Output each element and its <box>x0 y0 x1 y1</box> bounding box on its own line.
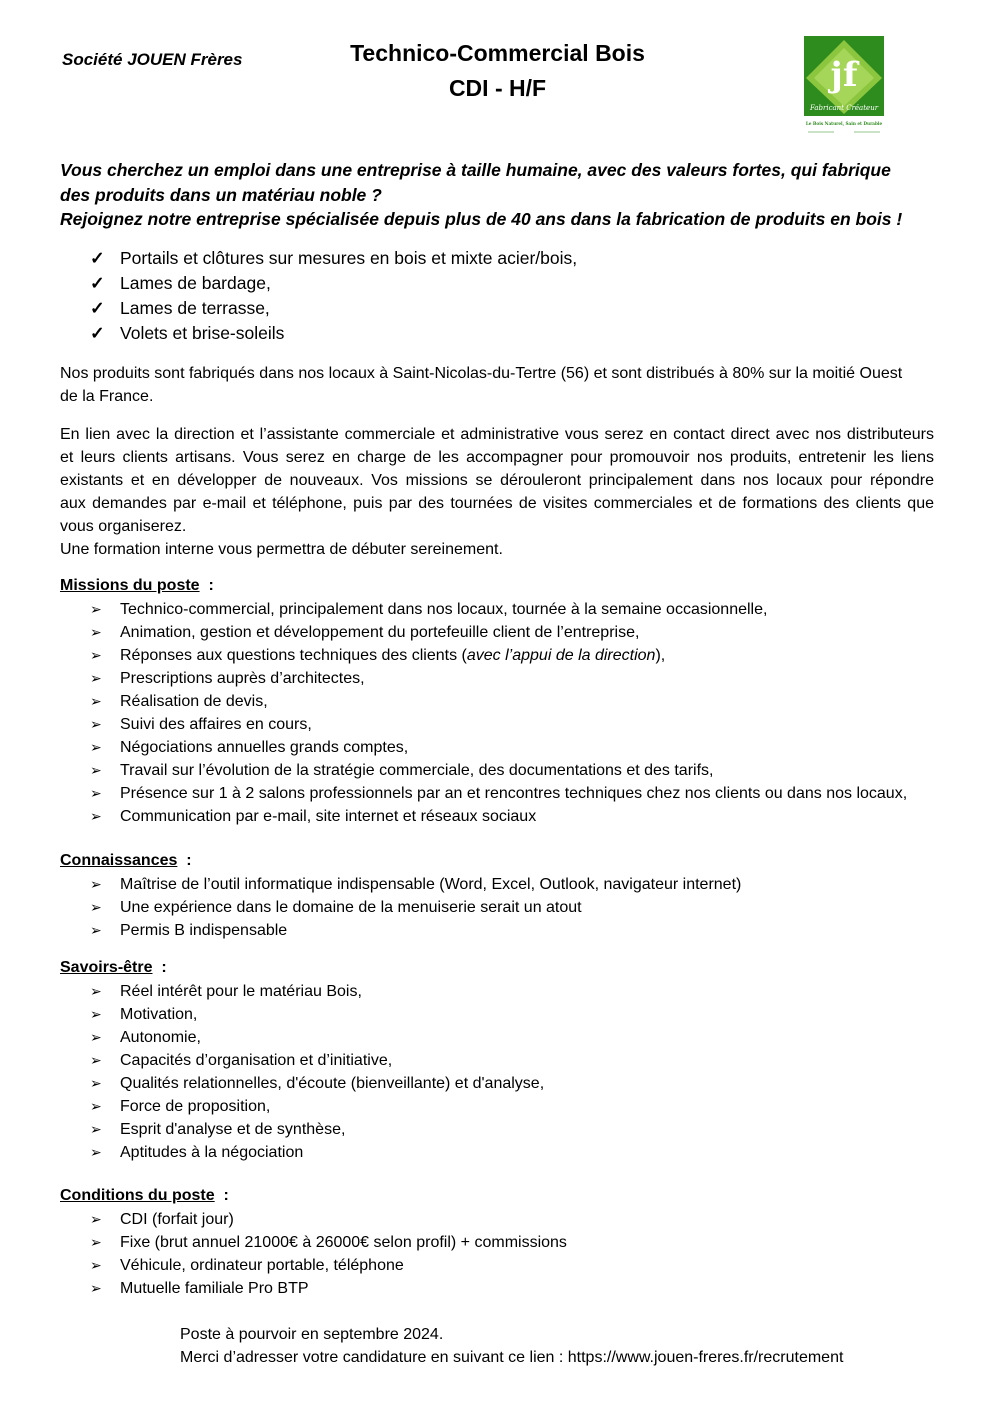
paragraph-line: Nos produits sont fabriqués dans nos locaux à Saint-Nicolas-du-Tertre (56) et sont distribués à 80% sur la moitié Ouest <box>60 365 903 382</box>
list-item-text: Lames de terrasse, <box>120 298 270 318</box>
arrow-bullet-icon: ➢ <box>90 647 102 663</box>
list-item <box>90 1095 544 1118</box>
list-item-text: Réalisation de devis, <box>120 693 268 710</box>
list-item-text: Volets et brise-soleils <box>120 323 285 343</box>
list-item <box>90 271 577 296</box>
arrow-bullet-icon: ➢ <box>90 1144 102 1160</box>
list-item <box>90 919 741 942</box>
logo-tagline: Le Bois Naturel, Sain et Durable <box>805 121 883 126</box>
list-item-text: Fixe (brut annuel 21000€ à 26000€ selon profil) + commissions <box>120 1234 567 1251</box>
list-item-text: Permis B indispensable <box>120 922 288 939</box>
list-item-text: Capacités d’organisation et d’initiative, <box>120 1052 393 1069</box>
list-item-text: Réel intérêt pour le matériau Bois, <box>120 983 362 1000</box>
list-item <box>90 1254 567 1277</box>
arrow-bullet-icon: ➢ <box>90 922 102 938</box>
role-paragraph <box>60 423 934 561</box>
list-item <box>90 621 907 644</box>
list-item <box>90 759 907 782</box>
list-item <box>90 1277 567 1300</box>
list-item <box>90 980 544 1003</box>
section-title: Savoirs-être <box>60 959 153 976</box>
list-item-text: Aptitudes à la négociation <box>120 1144 304 1161</box>
intro-line: Vous cherchez un emploi dans une entreprise à taille humaine, avec des valeurs fortes, qui fabrique <box>60 160 891 180</box>
logo-monogram: jf <box>830 55 858 95</box>
contract-type: CDI - H/F <box>448 75 547 101</box>
section-title: Missions du poste <box>60 577 200 594</box>
list-item-text: Autonomie, <box>120 1029 201 1046</box>
list-item <box>90 598 907 621</box>
list-item-text: Motivation, <box>120 1006 198 1023</box>
missions-list <box>90 598 907 828</box>
list-item-text: Réponses aux questions techniques des clients ( <box>120 647 467 664</box>
savoirs-list <box>90 980 544 1164</box>
arrow-bullet-icon: ➢ <box>90 1234 102 1250</box>
list-item <box>90 713 907 736</box>
section-colon: : <box>161 959 167 976</box>
company-logo <box>800 36 888 142</box>
paragraph-line: et leurs clients artisans. Vous serez en charge de les accompagner pour promouvoir nos produits, entretenir les liens <box>60 449 934 466</box>
list-item <box>90 805 907 828</box>
list-item-text: Force de proposition, <box>120 1098 271 1115</box>
application-link-text: Merci d’adresser votre candidature en suivant ce lien : https://www.jouen-freres.fr/recrutement <box>180 1349 844 1366</box>
paragraph-line: Une formation interne vous permettra de débuter sereinement. <box>60 541 503 558</box>
list-item <box>90 896 741 919</box>
list-item-text: Travail sur l’évolution de la stratégie commerciale, des documentations et des tarifs, <box>120 762 714 779</box>
list-item-text: Maîtrise de l’outil informatique indispensable (Word, Excel, Outlook, navigateur internet) <box>120 876 742 893</box>
arrow-bullet-icon: ➢ <box>90 876 102 892</box>
list-item-italic: avec l’appui de la direction <box>466 647 656 664</box>
list-item <box>90 736 907 759</box>
missions-heading <box>60 577 214 595</box>
section-title: Conditions du poste <box>60 1187 215 1204</box>
list-item-text: Suivi des affaires en cours, <box>120 716 312 733</box>
list-item-text: Prescriptions auprès d’architectes, <box>120 670 365 687</box>
arrow-bullet-icon: ➢ <box>90 808 102 824</box>
list-item <box>90 667 907 690</box>
list-item-text: Technico-commercial, principalement dans nos locaux, tournée à la semaine occasionnelle, <box>120 601 768 618</box>
list-item-text: Mutuelle familiale Pro BTP <box>120 1280 309 1297</box>
section-colon: : <box>208 577 214 594</box>
arrow-bullet-icon: ➢ <box>90 670 102 686</box>
production-paragraph <box>60 362 934 408</box>
arrow-bullet-icon: ➢ <box>90 601 102 617</box>
job-title: Technico-Commercial Bois <box>350 40 645 66</box>
arrow-bullet-icon: ➢ <box>90 1257 102 1273</box>
paragraph-line: En lien avec la direction et l’assistante commerciale et administrative vous serez en contact direct avec nos distributeurs <box>60 426 934 443</box>
list-item <box>90 1026 544 1049</box>
list-item <box>90 690 907 713</box>
list-item-text: Véhicule, ordinateur portable, téléphone <box>120 1257 404 1274</box>
list-item-text: Animation, gestion et développement du portefeuille client de l’entreprise, <box>120 624 640 641</box>
list-item <box>90 782 907 805</box>
check-icon: ✓ <box>90 273 105 293</box>
connaissances-list <box>90 873 741 942</box>
list-item <box>90 1072 544 1095</box>
arrow-bullet-icon: ➢ <box>90 762 102 778</box>
check-icon: ✓ <box>90 323 105 343</box>
list-item <box>90 246 577 271</box>
list-item-text: CDI (forfait jour) <box>120 1211 234 1228</box>
arrow-bullet-icon: ➢ <box>90 1121 102 1137</box>
arrow-bullet-icon: ➢ <box>90 716 102 732</box>
list-item <box>90 1208 567 1231</box>
arrow-bullet-icon: ➢ <box>90 1006 102 1022</box>
list-item-end: ), <box>655 647 666 664</box>
arrow-bullet-icon: ➢ <box>90 624 102 640</box>
check-icon: ✓ <box>90 298 105 318</box>
paragraph-line: aux demandes par e-mail et téléphone, puis par des tournées de visites commerciales et de formations des clients que <box>60 495 934 512</box>
arrow-bullet-icon: ➢ <box>90 1075 102 1091</box>
arrow-bullet-icon: ➢ <box>90 1098 102 1114</box>
arrow-bullet-icon: ➢ <box>90 1280 102 1296</box>
list-item-text: Communication par e-mail, site internet et réseaux sociaux <box>120 808 537 825</box>
intro-line: des produits dans un matériau noble ? <box>60 184 382 205</box>
arrow-bullet-icon: ➢ <box>90 739 102 755</box>
savoirs-heading <box>60 959 167 977</box>
list-item <box>90 873 741 896</box>
list-item-text: Présence sur 1 à 2 salons professionnels par an et rencontres techniques chez nos clients ou dans nos locaux, <box>120 785 908 802</box>
product-list <box>90 246 577 346</box>
list-item <box>90 1141 544 1164</box>
list-item <box>90 1118 544 1141</box>
conditions-list <box>90 1208 567 1300</box>
list-item <box>90 321 577 346</box>
logo-script: Fabricant Créateur <box>809 104 879 112</box>
list-item-text: Esprit d'analyse et de synthèse, <box>120 1121 346 1138</box>
check-icon: ✓ <box>90 248 105 268</box>
arrow-bullet-icon: ➢ <box>90 1211 102 1227</box>
arrow-bullet-icon: ➢ <box>90 899 102 915</box>
company-name: Société JOUEN Frères <box>62 50 243 69</box>
list-item-text: Lames de bardage, <box>120 273 271 293</box>
intro-text <box>60 158 940 232</box>
list-item-text: Qualités relationnelles, d'écoute (bienveillante) et d'analyse, <box>120 1075 545 1092</box>
list-item-text: Portails et clôtures sur mesures en bois et mixte acier/bois, <box>120 248 578 268</box>
list-item <box>90 1049 544 1072</box>
paragraph-line: vous organiserez. <box>60 518 187 535</box>
section-colon: : <box>223 1187 229 1204</box>
section-colon: : <box>186 852 192 869</box>
list-item <box>90 1231 567 1254</box>
list-item-text: Une expérience dans le domaine de la menuiserie serait un atout <box>120 899 582 916</box>
arrow-bullet-icon: ➢ <box>90 983 102 999</box>
paragraph-line: de la France. <box>60 388 154 405</box>
connaissances-heading <box>60 852 192 870</box>
arrow-bullet-icon: ➢ <box>90 1029 102 1045</box>
paragraph-line: existants et en développer de nouveaux. Vos missions se dérouleront principalement dans nos locaux pour répondre <box>60 472 934 489</box>
arrow-bullet-icon: ➢ <box>90 1052 102 1068</box>
list-item-text: Négociations annuelles grands comptes, <box>120 739 409 756</box>
section-title: Connaissances <box>60 852 178 869</box>
arrow-bullet-icon: ➢ <box>90 693 102 709</box>
list-item <box>90 296 577 321</box>
arrow-bullet-icon: ➢ <box>90 785 102 801</box>
start-date-text: Poste à pourvoir en septembre 2024. <box>180 1326 444 1343</box>
conditions-heading <box>60 1187 229 1205</box>
list-item <box>90 1003 544 1026</box>
intro-line: Rejoignez notre entreprise spécialisée depuis plus de 40 ans dans la fabrication de produits en bois ! <box>60 209 903 229</box>
list-item <box>90 644 907 667</box>
